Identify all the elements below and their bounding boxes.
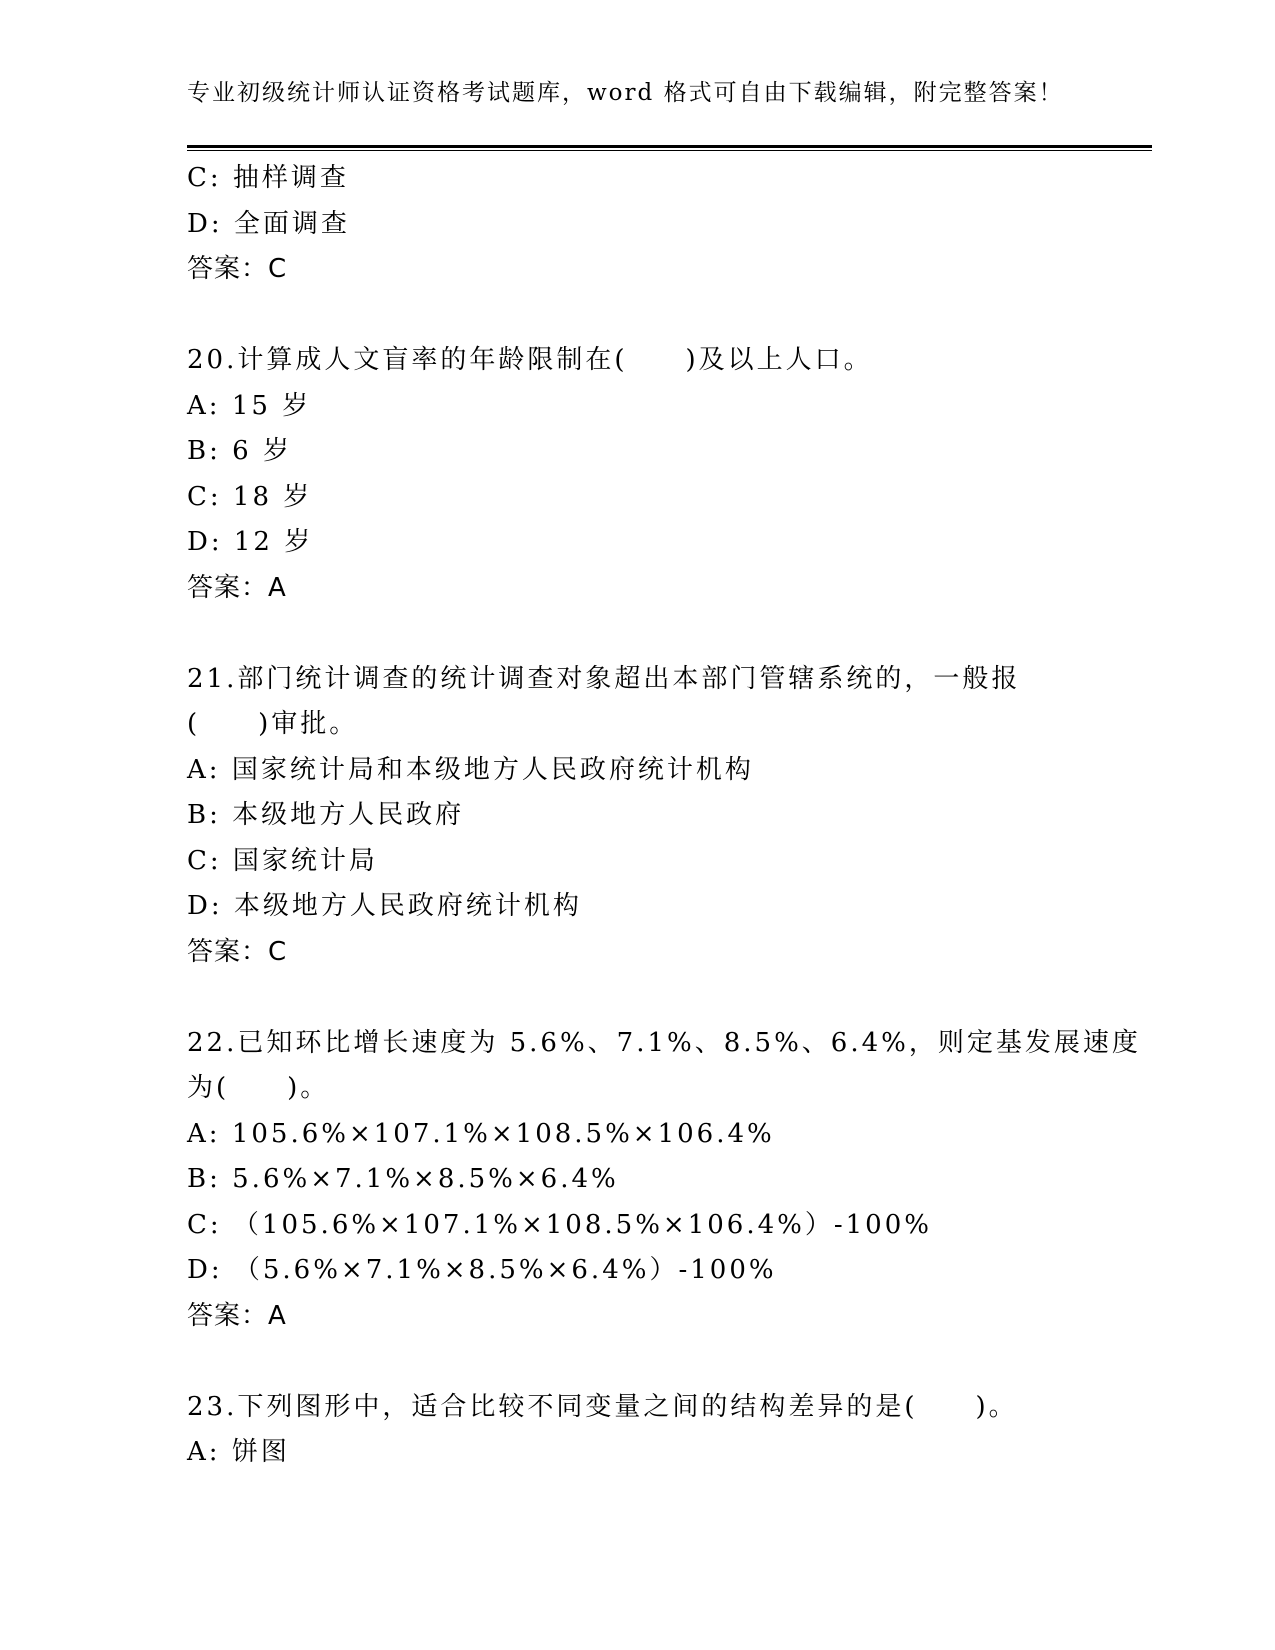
question-text: 20.计算成人文盲率的年龄限制在( )及以上人口。 xyxy=(187,345,873,375)
spacer xyxy=(187,1339,1067,1385)
option-label: D: xyxy=(187,527,223,557)
option-line xyxy=(187,1112,1067,1158)
option-text: 5.6%×7.1%×8.5%×6.4% xyxy=(232,1164,619,1194)
option-line xyxy=(187,384,1067,430)
spacer xyxy=(187,611,1067,657)
option-line xyxy=(187,429,1067,475)
answer-line: 答案：A xyxy=(187,1300,287,1331)
option-line xyxy=(187,1203,1067,1249)
header-rule-thick xyxy=(187,145,1152,148)
question-list xyxy=(187,156,1141,1476)
header-rule-thin xyxy=(187,150,1152,151)
option-label: B: xyxy=(187,1164,221,1194)
answer-line: 答案：A xyxy=(187,572,287,603)
spacer xyxy=(187,293,1067,339)
option-text: （105.6%×107.1%×108.5%×106.4%）-100% xyxy=(232,1209,932,1240)
answer-line: 答案：C xyxy=(187,254,288,284)
option-label: C: xyxy=(187,163,222,193)
question-text: 22.已知环比增长速度为 5.6%、7.1%、8.5%、6.4%，则定基发展速度 xyxy=(187,1027,1141,1058)
option-line xyxy=(187,475,1067,521)
option-label: C: xyxy=(187,1209,222,1240)
option-text: 6 岁 xyxy=(232,436,292,466)
option-label: D: xyxy=(187,208,223,239)
option-text: 国家统计局和本级地方人民政府统计机构 xyxy=(231,754,754,785)
option-text: （5.6%×7.1%×8.5%×6.4%）-100% xyxy=(233,1255,777,1285)
option-label: A: xyxy=(187,1118,221,1149)
question-text: 21.部门统计调查的统计调查对象超出本部门管辖系统的，一般报 xyxy=(187,663,1021,694)
page-header: 专业初级统计师认证资格考试题库，word 格式可自由下载编辑，附完整答案！ xyxy=(187,80,1064,106)
option-text: 抽样调查 xyxy=(232,163,349,193)
spacer xyxy=(187,975,1067,1021)
option-label: C: xyxy=(187,481,222,512)
option-text: 12 岁 xyxy=(233,527,314,557)
option-text: 国家统计局 xyxy=(232,845,378,876)
option-label: B: xyxy=(187,800,221,830)
option-text: 105.6%×107.1%×108.5%×106.4% xyxy=(231,1118,775,1149)
option-text: 本级地方人民政府 xyxy=(232,800,465,830)
option-text: 全面调查 xyxy=(233,208,350,239)
question-text-cont: 为( )。 xyxy=(187,1073,330,1103)
option-line xyxy=(187,202,1067,248)
option-line xyxy=(187,839,1067,885)
option-line xyxy=(187,884,1067,930)
option-line xyxy=(187,1157,1067,1203)
option-text: 饼图 xyxy=(231,1437,290,1467)
option-text: 本级地方人民政府统计机构 xyxy=(233,891,582,921)
option-text: 18 岁 xyxy=(232,481,313,512)
question-text-cont: ( )审批。 xyxy=(187,709,359,739)
option-label: A: xyxy=(187,1437,221,1467)
question-text: 23.下列图形中，适合比较不同变量之间的结构差异的是( )。 xyxy=(187,1391,1018,1422)
option-label: A: xyxy=(187,754,221,785)
option-label: D: xyxy=(187,891,223,921)
answer-line: 答案：C xyxy=(187,936,288,967)
option-label: D: xyxy=(187,1255,223,1285)
option-line xyxy=(187,748,1067,794)
option-label: B: xyxy=(187,436,221,466)
option-label: C: xyxy=(187,845,222,876)
option-line xyxy=(187,1248,1067,1294)
option-label: A: xyxy=(187,390,221,421)
option-line xyxy=(187,520,1067,566)
option-line xyxy=(187,156,1067,202)
option-line xyxy=(187,1430,1067,1476)
option-text: 15 岁 xyxy=(231,390,312,421)
option-line xyxy=(187,793,1067,839)
